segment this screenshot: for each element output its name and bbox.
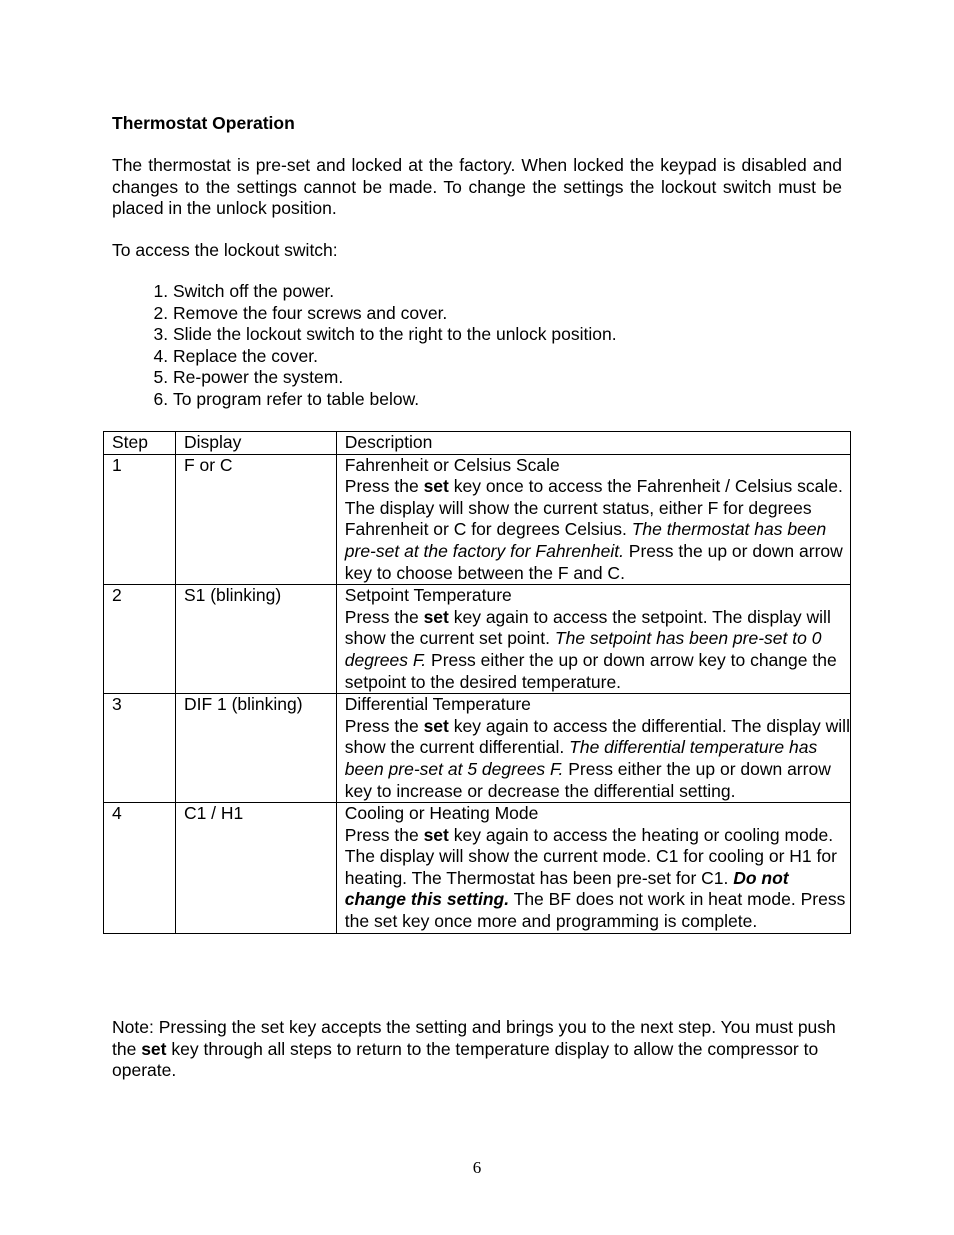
table-row [104, 803, 851, 934]
page-number: 6 [472, 1158, 482, 1177]
intro-paragraph: The thermostat is pre-set and locked at the factory. When locked the keypad is disabled and changes to the settings cannot be made. To change the settings the lockout switch must be placed in the unlock position. [112, 155, 842, 219]
description-title: Differential Temperature [344, 694, 531, 715]
display-cell: C1 / H1 [175, 803, 336, 934]
description-body: Press the set key again to access the differential. The display will show the current differential. The differential temperature has been pre-set at 5 degrees F. Press either the up or down arrow key to increase or decrease the differential setting. [344, 715, 850, 801]
step-cell: 1 [104, 454, 176, 585]
access-label: To access the lockout switch: [112, 240, 338, 260]
table-row [104, 585, 851, 694]
step-cell: 4 [104, 803, 176, 934]
list-item: 2. Remove the four screws and cover. [173, 303, 617, 325]
display-cell: S1 (blinking) [175, 585, 336, 694]
list-item: 3. Slide the lockout switch to the right to the unlock position. [173, 324, 617, 346]
display-cell: F or C [175, 454, 336, 585]
description-cell [336, 585, 850, 694]
description-body: Press the set key once to access the Fahrenheit / Celsius scale. The display will show the current status, either F for degrees Fahrenheit or C for degrees Celsius. The thermostat has been pre-set at the factory for Fahrenheit. Press the up or down arrow key to choose between the F and C. [344, 476, 843, 583]
programming-table [103, 431, 851, 934]
description-title: Setpoint Temperature [344, 585, 512, 606]
step-cell: 2 [104, 585, 176, 694]
list-item: 1. Switch off the power. [173, 281, 617, 303]
description-body: Press the set key again to access the heating or cooling mode. The display will show the current mode. C1 for cooling or H1 for heating. The Thermostat has been pre-set for C1. Do not change this setting. The BF does not work in heat mode. Press the set key once more and programming is complete. [344, 824, 846, 932]
note-paragraph: Note: Pressing the set key accepts the setting and brings you to the next step. You must push the set key through all steps to return to the temperature display to allow the compressor to operate. [112, 1017, 836, 1081]
column-header-step: Step [104, 432, 176, 455]
list-item: 5. Re-power the system. [173, 367, 617, 389]
table-row [104, 454, 851, 585]
description-body: Press the set key again to access the setpoint. The display will show the current set point. The setpoint has been pre-set to 0 degrees F. Press either the up or down arrow key to change the setpoint to the desired temperature. [344, 606, 837, 692]
list-item: 6. To program refer to table below. [173, 389, 617, 411]
lockout-steps-list [112, 281, 617, 411]
description-cell [336, 803, 850, 934]
description-title: Cooling or Heating Mode [344, 803, 539, 824]
table-header-row [104, 432, 851, 455]
column-header-display: Display [175, 432, 336, 455]
list-item: 4. Replace the cover. [173, 346, 617, 368]
display-cell: DIF 1 (blinking) [175, 694, 336, 803]
description-title: Fahrenheit or Celsius Scale [344, 454, 560, 475]
section-heading: Thermostat Operation [112, 113, 295, 133]
description-cell [336, 454, 850, 585]
step-cell: 3 [104, 694, 176, 803]
table-row [104, 694, 851, 803]
description-cell [336, 694, 850, 803]
column-header-description: Description [336, 432, 850, 455]
